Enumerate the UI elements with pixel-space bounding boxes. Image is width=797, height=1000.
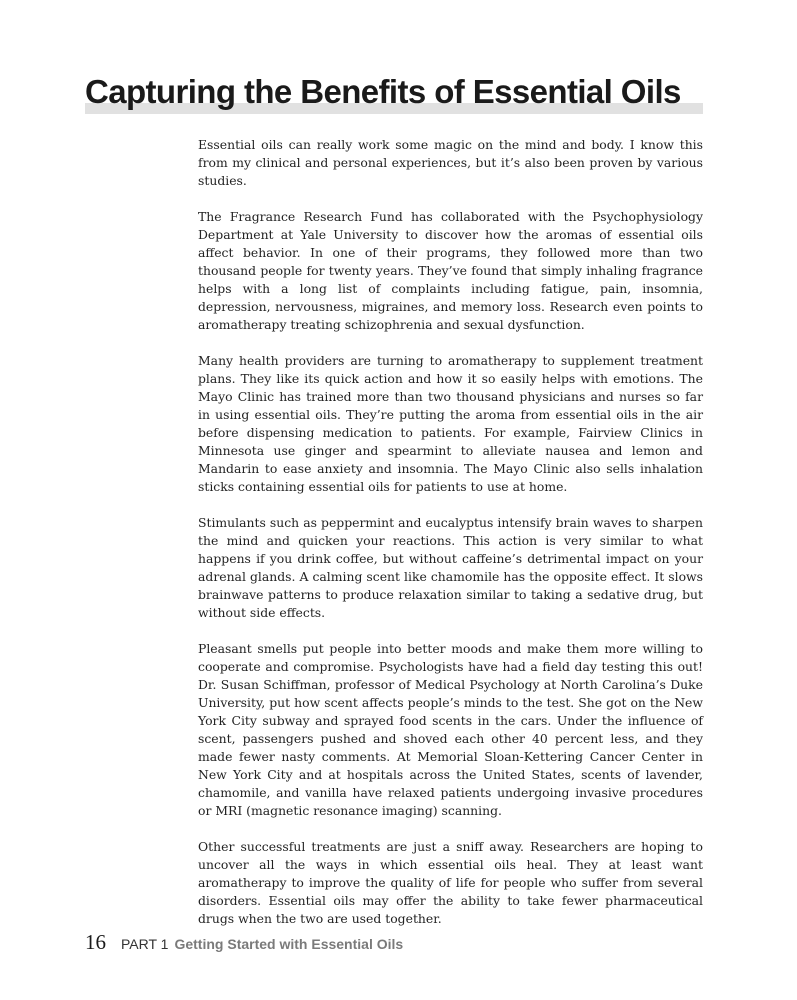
part-title: Getting Started with Essential Oils xyxy=(174,936,404,952)
paragraph-other-treatments: Other successful treatments are just a sniff away. Researchers are hoping to uncover all the ways in which essential oils heal. They at least want aromatherapy to improve the quality of life for people who suffer from several disorders. Essential oils may offer the ability to take fewer pharmaceutical drugs when the two are used together. xyxy=(198,839,703,926)
paragraph-pleasant-smells: Pleasant smells put people into better moods and make them more willing to cooperate and compromise. Psychologists have had a field day testing this out! Dr. Susan Schiffman, professor of Medical Psychology at North Carolina’s Duke University, put how scent affects people’s minds to the test. She got on the New York City subway and sprayed food scents in the cars. Under the influence of scent, passengers pushed and shoved each other 40 percent less, and they made fewer nasty comments. At Memorial Sloan-Kettering Cancer Center in New York City and at hospitals across the United States, scents of lavender, chamomile, and vanilla have relaxed patients undergoing invasive procedures or MRI (magnetic resonance imaging) scanning. xyxy=(198,641,703,818)
part-label: PART 1 xyxy=(121,936,169,952)
paragraph-health-providers: Many health providers are turning to aromatherapy to supplement treatment plans. They like its quick action and how it so easily helps with emotions. The Mayo Clinic has trained more than two thousand physicians and nurses so far in using essential oils. They’re putting the aroma from essential oils in the air before dispensing medication to patients. For example, Fairview Clinics in Minnesota use ginger and spearmint to alleviate nausea and lemon and Mandarin to ease anxiety and insomnia. The Mayo Clinic also sells inhalation sticks containing essential oils for patients to use at home. xyxy=(198,353,703,494)
paragraph-fragrance-research: The Fragrance Research Fund has collaborated with the Psychophysiology Department at Yale University to discover how the aromas of essential oils affect behavior. In one of their programs, they followed more than two thousand people for twenty years. They’ve found that simply inhaling fragrance helps with a long list of complaints including fatigue, pain, insomnia, depression, nervousness, migraines, and memory loss. Research even points to aromatherapy treating schizophrenia and sexual dysfunction. xyxy=(198,209,703,332)
page-footer xyxy=(85,930,403,954)
paragraph-stimulants: Stimulants such as peppermint and eucalyptus intensify brain waves to sharpen the mind and quicken your reactions. This action is very similar to what happens if you drink coffee, but without caffeine’s detrimental impact on your adrenal glands. A calming scent like chamomile has the opposite effect. It slows brainwave patterns to produce relaxation similar to taking a sedative drug, but without side effects. xyxy=(198,515,703,620)
section-heading xyxy=(85,72,703,116)
body-text xyxy=(198,136,703,946)
page-title: Capturing the Benefits of Essential Oils xyxy=(85,73,681,110)
paragraph-intro: Essential oils can really work some magic on the mind and body. I know this from my clinical and personal experiences, but it’s also been proven by various studies. xyxy=(198,137,703,188)
page-number: 16 xyxy=(85,930,106,954)
